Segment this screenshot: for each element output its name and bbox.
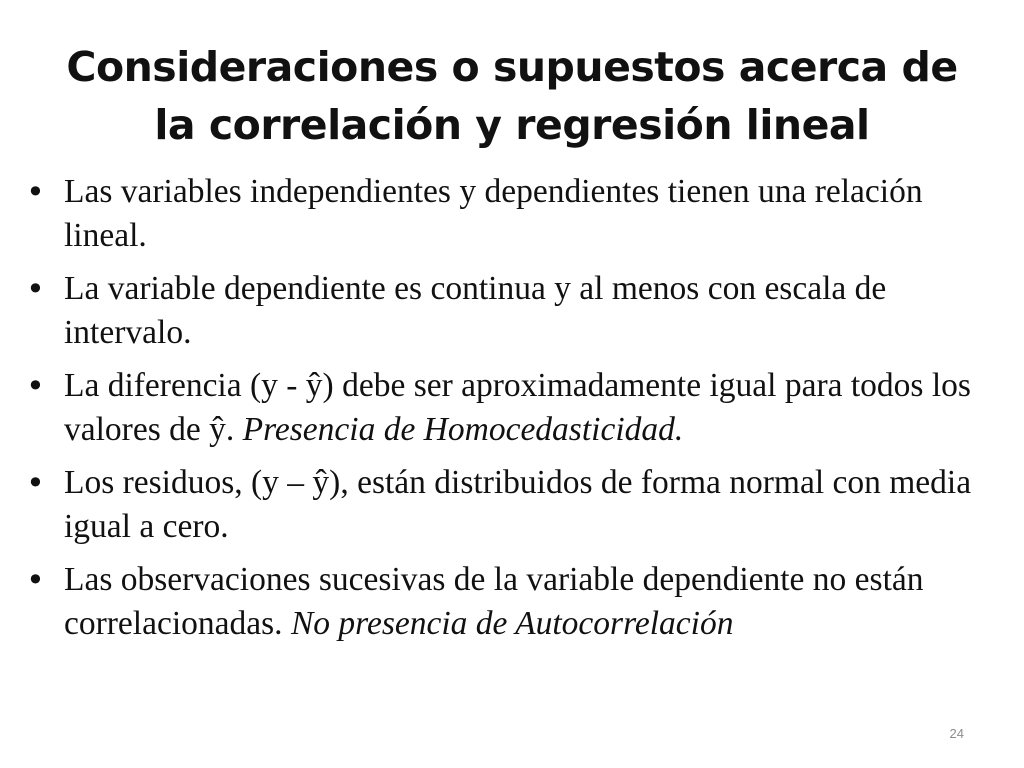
bullet-emphasis: Presencia de Homocedasticidad. bbox=[242, 411, 684, 448]
title-line-2: la correlación y regresión lineal bbox=[154, 101, 870, 149]
bullet-text: Los residuos, (y – ŷ), están distribuidos de forma normal con media igual a cero. bbox=[64, 464, 972, 545]
bullet-text: La variable dependiente es continua y al menos con escala de intervalo. bbox=[64, 270, 887, 351]
bullet-item bbox=[26, 558, 1001, 646]
bullet-emphasis: No presencia de Autocorrelación bbox=[290, 605, 734, 642]
slide-title bbox=[20, 38, 1004, 154]
bullet-dot-icon: • bbox=[26, 173, 45, 211]
bullet-dot-icon: • bbox=[26, 464, 45, 502]
bullet-text: Las observaciones sucesivas de la variable dependiente no están correlacionadas. bbox=[64, 561, 924, 642]
bullet-dot-icon: • bbox=[26, 367, 45, 405]
bullet-list bbox=[26, 170, 1001, 655]
bullet-dot-icon: • bbox=[26, 561, 45, 599]
bullet-item bbox=[26, 461, 1001, 549]
bullet-item bbox=[26, 170, 1001, 258]
bullet-text: La diferencia (y - ŷ) debe ser aproximadamente igual para todos los valores de ŷ. bbox=[64, 367, 971, 448]
bullet-text: Las variables independientes y dependientes tienen una relación lineal. bbox=[64, 173, 923, 254]
bullet-dot-icon: • bbox=[26, 270, 45, 308]
bullet-item bbox=[26, 364, 1001, 452]
slide-number: 24 bbox=[949, 726, 964, 741]
title-line-1: Consideraciones o supuestos acerca de bbox=[66, 43, 958, 91]
bullet-item bbox=[26, 267, 1001, 355]
